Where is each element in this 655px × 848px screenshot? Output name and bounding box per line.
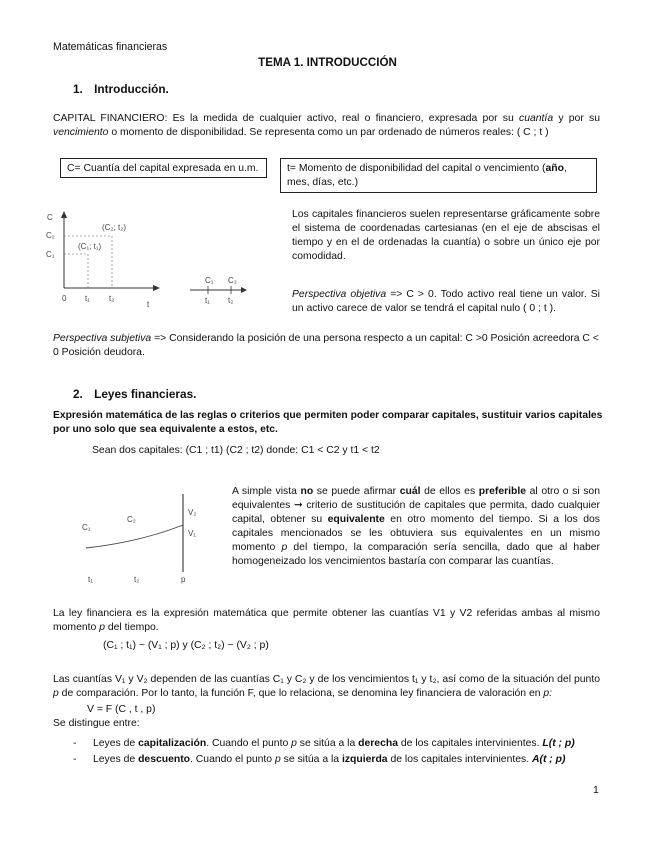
document-header: Matemáticas financieras [53, 41, 168, 53]
p5-c: se puede afirmar [313, 486, 400, 497]
graph1-point-c1t1: (C₁; t₁) [78, 242, 102, 251]
b2-c: . Cuando el punto [190, 754, 275, 765]
b1-g: de los capitales intervinientes. [398, 738, 543, 749]
b1-e: se sitúa a la [296, 738, 359, 749]
p5-h: criterio de sustitución de capitales que permita, dado cualquier capital, obtener su [232, 500, 600, 526]
perspectiva-subjetiva-text: => Considerando la posición de una persona respecto a un capital: C >0 Posición acreedora C < 0 Posición deudora. [53, 333, 599, 359]
valuation-curve [86, 525, 183, 548]
bullet-capitalizacion [73, 737, 603, 751]
graph1-origin-label: 0 [62, 294, 67, 303]
p5-equivalente: equivalente [327, 514, 385, 526]
p5-g: al otro o si son equivalentes [232, 486, 600, 512]
b2-p: p [274, 754, 281, 765]
p6-p: p [99, 622, 105, 634]
graph2-v2-label: V₂ [188, 508, 197, 517]
graph2-v1-label: V₁ [188, 529, 197, 538]
page-number: 1 [593, 784, 599, 796]
b1-c: . Cuando el punto [206, 738, 292, 749]
vencimiento-definition-box [280, 158, 597, 193]
perspectiva-objetiva-paragraph [292, 288, 600, 316]
b2-descuento: descuento [138, 754, 191, 765]
equivalence-formula: (C₁ ; t₁) ~ (V₁ ; p) y (C₂ ; t₂) ~ (V₂ ; p) [103, 640, 269, 651]
p5-l: del tiempo, la comparación sería sencilla, dado que al haber homogeneizado los vencimientos bastaría con comparar las cuantías. [232, 542, 600, 568]
two-capitals-statement: Sean dos capitales: (C1 ; t1) (C2 ; t2) donde: C1 < C2 y t1 < t2 [92, 445, 380, 456]
p5-p: p [281, 542, 288, 554]
bullet-descuento [73, 753, 603, 767]
valuation-function-formula: V = F (C , t , p) [87, 704, 156, 715]
p5-a: A simple vista [232, 486, 301, 497]
graph1-point-c2t2: (C₂; t₂) [102, 223, 126, 232]
b1-a: Leyes de [93, 738, 139, 749]
b2-izquierda: izquierda [341, 754, 388, 765]
p6-c: del tiempo. [104, 622, 159, 634]
b2-a: Leyes de [93, 754, 139, 765]
leyes-definition-bold: Expresión matemática de las reglas o criterios que permiten poder comparar capitales, sustituir varios capitales por uno solo que sea equivalente a estos, etc. [53, 410, 603, 435]
p1-vencimiento: vencimiento [53, 127, 109, 139]
box-right-text-a: t= Momento de disponibilidad del capital o vencimiento ( [287, 163, 546, 174]
b2-g: de los capitales intervinientes. [387, 754, 532, 765]
cuantia-definition-box: C= Cuantía del capital expresada en u.m. [60, 158, 267, 178]
p5-cual: cuál [399, 486, 421, 497]
se-distingue-label: Se distingue entre: [53, 718, 140, 729]
graph1-t-label: t [147, 300, 150, 309]
graph1-c2-label: C₂ [46, 231, 55, 240]
simple-vista-paragraph [232, 485, 600, 569]
b2-e: se sitúa a la [280, 754, 342, 765]
p7-p: p [53, 688, 59, 700]
section-1-heading [73, 82, 169, 98]
single-axis-t1-label: t₁ [205, 296, 210, 305]
p5-no: no [300, 486, 314, 497]
x-axis-arrow [153, 285, 160, 291]
p1-text-c: y por su [553, 113, 600, 124]
arrow-right-icon: ➞ [293, 500, 303, 512]
perspectiva-objetiva-label: Perspectiva objetiva [292, 289, 387, 300]
graph2-t2-label: t₂ [134, 575, 140, 584]
p5-e: de ellos es [420, 486, 479, 497]
p1-text-e: o momento de disponibilidad. Se representa como un par ordenado de números reales: ( C ; t ) [108, 127, 549, 139]
graph2-c2-label: C₂ [127, 515, 136, 524]
graph1-c1-label: C₁ [46, 250, 55, 259]
perspectiva-subjetiva-paragraph [53, 332, 603, 360]
single-axis-arrow [241, 287, 247, 293]
section-1-title: Introducción. [94, 82, 169, 96]
graph2-p-label: p [181, 575, 186, 584]
p7-c: de comparación. Por lo tanto, la función F, que lo relaciona, se denomina ley financiera de valoración en [58, 688, 544, 700]
single-axis-c2-label: C₂ [228, 276, 237, 285]
box-right-anio: año [545, 163, 564, 174]
p7-a: Las cuantías V₁ y V₂ dependen de las cuantías C₁ y C₂ y de los vencimientos t₁ y t₂, así como de la situación del punto [53, 674, 600, 685]
capital-financiero-paragraph [53, 112, 600, 140]
representation-paragraph: Los capitales financieros suelen representarse gráficamente sobre el sistema de coordenadas cartesianas (en el eje de abscisas el tiempo y en el de ordenadas la cuantía) o sobre un único eje por comodidad. [292, 209, 600, 263]
equivalence-graph [80, 490, 230, 590]
graph2-c1-label: C₁ [82, 523, 91, 532]
capitals-cartesian-graph [40, 208, 280, 313]
single-axis-t2-label: t₂ [228, 296, 234, 305]
section-1-number: 1. [73, 82, 83, 96]
graph1-t2-label: t₂ [109, 294, 115, 303]
perspectiva-objetiva-text: => C > 0. Todo activo real tiene un valor. Si un activo carece de valor se tendrá el capital nulo ( 0 ; t ). [292, 289, 600, 315]
b1-p: p [291, 738, 297, 749]
p1-text-a: CAPITAL FINANCIERO: Es la medida de cualquier activo, real o financiero, expresada por su [53, 113, 520, 124]
graph1-c-label: C [47, 213, 53, 222]
p1-cuantia: cuantía [519, 113, 554, 124]
b1-law: L(t ; p) [542, 738, 575, 749]
y-axis-arrow [61, 211, 67, 218]
single-axis-c1-label: C₁ [205, 276, 214, 285]
cuantias-dependencia-paragraph [53, 673, 600, 701]
p5-preferible: preferible [478, 486, 527, 497]
p6-a: La ley financiera es la expresión matemática que permite obtener las cuantías V1 y V2 referidas ambas al mismo momento [53, 608, 600, 634]
section-2-heading [73, 387, 196, 403]
p7-p-colon: p: [543, 688, 553, 700]
section-2-number: 2. [73, 387, 83, 401]
b1-derecha: derecha [358, 738, 398, 749]
graph2-t1-label: t₁ [88, 575, 93, 584]
b2-law: A(t ; p) [532, 754, 566, 765]
b1-capitalizacion: capitalización [138, 738, 207, 749]
box-right-text-c: , mes, días, etc.) [287, 163, 567, 189]
ley-financiera-paragraph [53, 607, 600, 635]
p5-j: en otro momento del tiempo. Si a los dos capitales mencionados se les obtuviera sus equivalentes en un mismo momento [232, 514, 600, 554]
perspectiva-subjetiva-label: Perspectiva subjetiva [53, 333, 152, 344]
page-title: TEMA 1. INTRODUCCIÓN [258, 56, 397, 69]
bullet-dash-1: - [73, 738, 77, 749]
bullet-dash-2: - [73, 754, 77, 765]
section-2-title: Leyes financieras. [94, 387, 197, 401]
graph1-t1-label: t₁ [85, 294, 90, 303]
